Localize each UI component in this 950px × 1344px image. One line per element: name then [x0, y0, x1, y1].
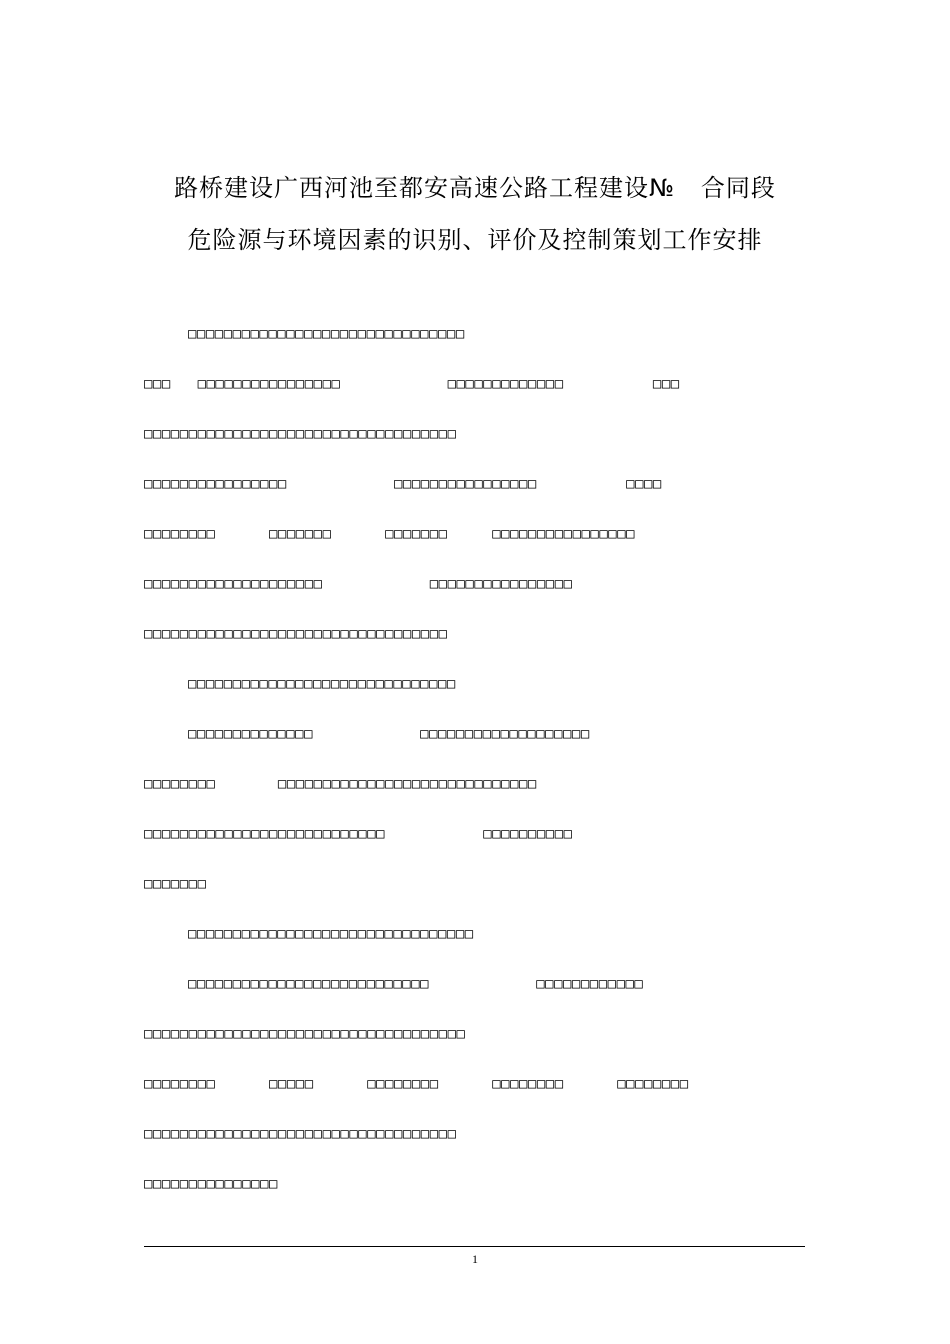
page-number: 1: [472, 1252, 478, 1266]
body-line: □□□ □□□□□□□□□□□□□□□□ □□□□□□□□□□□□□ □□□: [144, 376, 680, 392]
footer-rule: [144, 1246, 805, 1247]
body-line: □□□□□□□□□□□□□□□□□□□□ □□□□□□□□□□□□□□□□: [144, 576, 573, 592]
body-line: □□□□□□□□□□□□□□□: [144, 1176, 278, 1192]
body-line: □□□□□□□□□□□□□□□□□□□□□□□□□□□□□□□□□□□□: [144, 1026, 466, 1042]
body-line: □□□□□□□□ □□□□□□□ □□□□□□□ □□□□□□□□□□□□□□□□: [144, 526, 636, 542]
document-title-line-1: 路桥建设广西河池至都安高速公路工程建设№ 合同段: [174, 174, 776, 202]
body-line: □□□□□□□□ □□□□□ □□□□□□□□ □□□□□□□□ □□□□□□□□: [144, 1076, 689, 1092]
body-line: □□□□□□□□□□□□□□□□□□□□□□□□□□□ □□□□□□□□□□: [144, 826, 573, 842]
body-line: □□□□□□□□□□□□□□ □□□□□□□□□□□□□□□□□□□: [188, 726, 590, 742]
body-line: □□□□□□□: [144, 876, 207, 892]
body-line: □□□□□□□□□□□□□□□□□□□□□□□□□□□□□□□□□□□: [144, 426, 457, 442]
body-line: □□□□□□□□□□□□□□□□□□□□□□□□□□□□□□□□□□□: [144, 1126, 457, 1142]
body-line: □□□□□□□□□□□□□□□□□□□□□□□□□□□□□□□□□□: [144, 626, 448, 642]
body-line: □□□□□□□□ □□□□□□□□□□□□□□□□□□□□□□□□□□□□□: [144, 776, 537, 792]
body-line: □□□□□□□□□□□□□□□□□□□□□□□□□□□□□□□□: [188, 926, 474, 942]
body-line: □□□□□□□□□□□□□□□□□□□□□□□□□□□ □□□□□□□□□□□□: [188, 976, 644, 992]
body-line: □□□□□□□□□□□□□□□□□□□□□□□□□□□□□□: [188, 676, 456, 692]
body-line: □□□□□□□□□□□□□□□□ □□□□□□□□□□□□□□□□ □□□□: [144, 476, 662, 492]
document-title-line-2: 危险源与环境因素的识别、评价及控制策划工作安排: [187, 226, 763, 254]
body-line: □□□□□□□□□□□□□□□□□□□□□□□□□□□□□□□: [188, 326, 465, 342]
